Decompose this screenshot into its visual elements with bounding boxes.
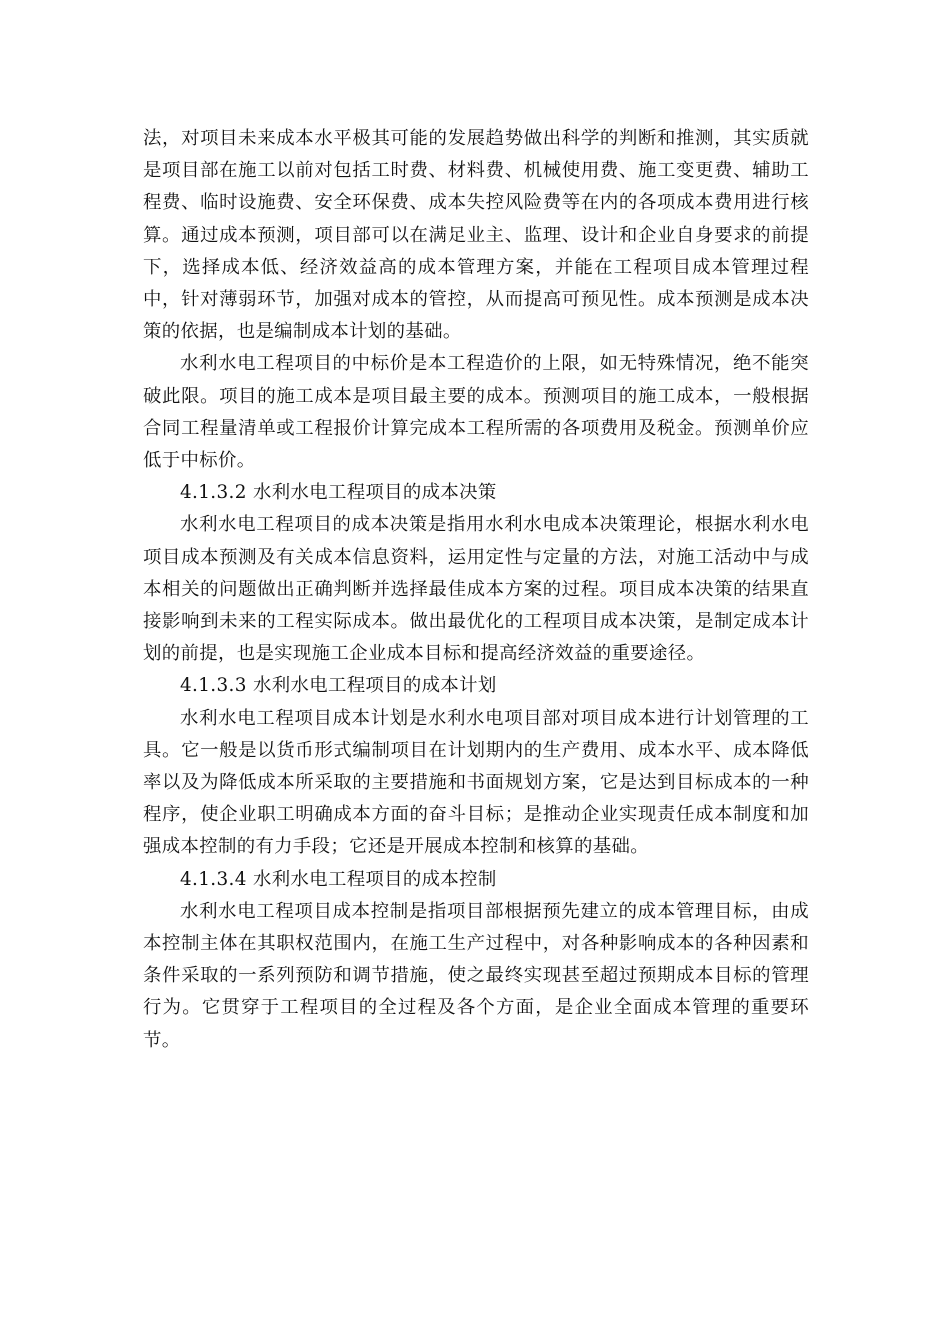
paragraph-cost-plan: 水利水电工程项目成本计划是水利水电项目部对项目成本进行计划管理的工具。它一般是以货币形式编制项目在计划期内的生产费用、成本水平、成本降低率以及为降低成本所采取的主要措施和书面规划方案，它是达到目标成本的一种程序，使企业职工明确成本方面的奋斗目标；是推动企业实现责任成本制度和加强成本控制的有力手段；它还是开展成本控制和核算的基础。 bbox=[143, 707, 809, 858]
document-body bbox=[143, 123, 809, 1057]
section-heading-cost-plan: 4.1.3.3 水利水电工程项目的成本计划 bbox=[180, 675, 497, 697]
paragraph-cost-prediction-continued: 法，对项目未来成本水平极其可能的发展趋势做出科学的判断和推测，其实质就是项目部在施工以前对包括工时费、材料费、机械使用费、施工变更费、辅助工程费、临时设施费、安全环保费、成本失控风险费等在内的各项成本费用进行核算。通过成本预测，项目部可以在满足业主、监理、设计和企业自身要求的前提下，选择成本低、经济效益高的成本管理方案，并能在工程项目成本管理过程中，针对薄弱环节，加强对成本的管控，从而提高可预见性。成本预测是成本决策的依据，也是编制成本计划的基础。 bbox=[143, 128, 809, 343]
section-heading-cost-decision: 4.1.3.2 水利水电工程项目的成本决策 bbox=[180, 482, 497, 504]
paragraph-bid-price: 水利水电工程项目的中标价是本工程造价的上限，如无特殊情况，绝不能突破此限。项目的施工成本是项目最主要的成本。预测项目的施工成本，一般根据合同工程量清单或工程报价计算完成本工程所需的各项费用及税金。预测单价应低于中标价。 bbox=[143, 353, 809, 472]
paragraph-cost-decision: 水利水电工程项目的成本决策是指用水利水电成本决策理论，根据水利水电项目成本预测及有关成本信息资料，运用定性与定量的方法，对施工活动中与成本相关的问题做出正确判断并选择最佳成本方案的过程。项目成本决策的结果直接影响到未来的工程实际成本。做出最优化的工程项目成本决策，是制定成本计划的前提，也是实现施工企业成本目标和提高经济效益的重要途径。 bbox=[143, 514, 809, 665]
paragraph-cost-control: 水利水电工程项目成本控制是指项目部根据预先建立的成本管理目标，由成本控制主体在其职权范围内，在施工生产过程中，对各种影响成本的各种因素和条件采取的一系列预防和调节措施，使之最终实现甚至超过预期成本目标的管理行为。它贯穿于工程项目的全过程及各个方面，是企业全面成本管理的重要环节。 bbox=[143, 900, 809, 1051]
section-heading-cost-control: 4.1.3.4 水利水电工程项目的成本控制 bbox=[180, 868, 497, 890]
